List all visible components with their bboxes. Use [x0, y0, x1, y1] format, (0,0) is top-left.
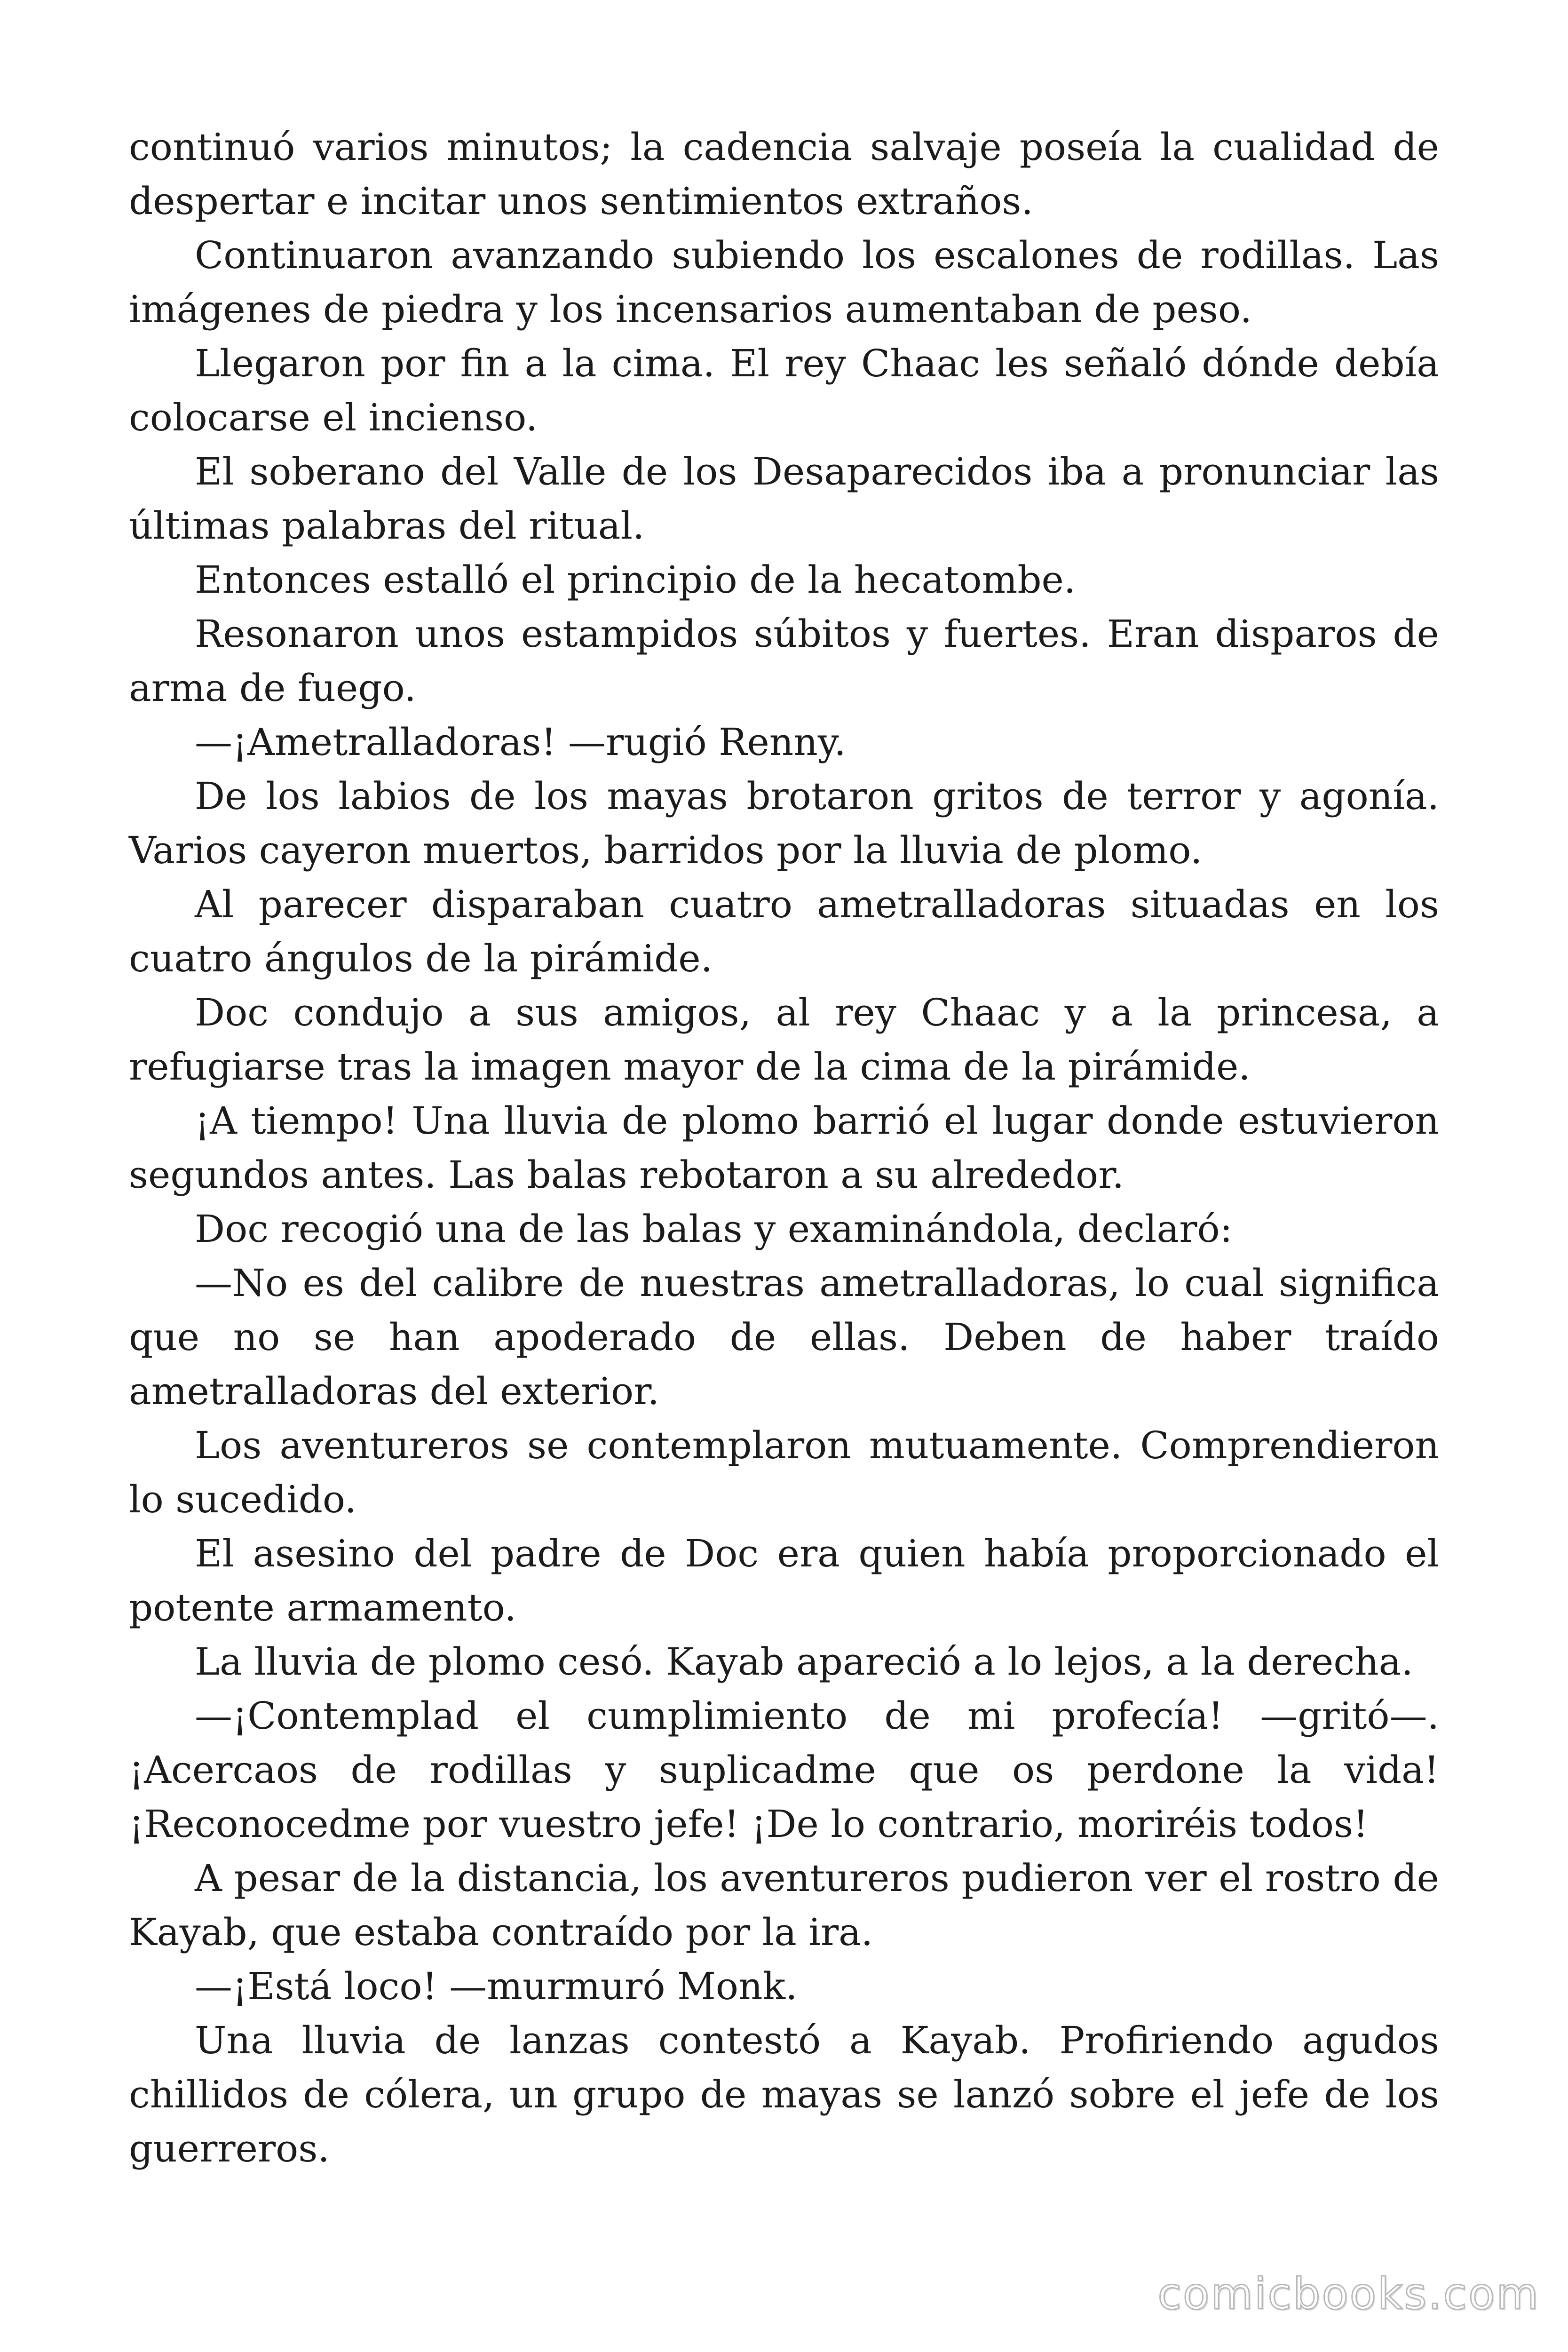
- paragraph: Doc recogió una de las balas y examinándola, declaró:: [195, 1207, 1233, 1251]
- paragraph: Al parecer disparaban cuatro ametralladoras situadas en los cuatro ángulos de la pirámide.: [129, 882, 1439, 980]
- watermark: comicbooks.com: [1157, 2269, 1540, 2319]
- paragraph: —¡Contemplad el cumplimiento de mi profecía! —gritó—. ¡Acercaos de rodillas y suplicadme que os perdone la vida! ¡Reconocedme por vuestro jefe! ¡De lo contrario, moriréis todos!: [129, 1694, 1439, 1846]
- paragraph: continuó varios minutos; la cadencia salvaje poseía la cualidad de despertar e incitar unos sentimientos extraños.: [129, 125, 1439, 223]
- paragraph: El soberano del Valle de los Desaparecidos iba a pronunciar las últimas palabras del ritual.: [129, 450, 1439, 548]
- paragraph: Resonaron unos estampidos súbitos y fuertes. Eran disparos de arma de fuego.: [129, 612, 1439, 710]
- paragraph: El asesino del padre de Doc era quien había proporcionado el potente armamento.: [129, 1532, 1439, 1629]
- paragraph: —¡Está loco! —murmuró Monk.: [195, 1964, 798, 2008]
- paragraph: ¡A tiempo! Una lluvia de plomo barrió el lugar donde estuvieron segundos antes. Las balas rebotaron a su alrededor.: [129, 1099, 1439, 1197]
- paragraph: Los aventureros se contemplaron mutuamente. Comprendieron lo sucedido.: [129, 1423, 1439, 1521]
- paragraph: Entonces estalló el principio de la hecatombe.: [195, 558, 1076, 602]
- paragraph: —¡Ametralladoras! —rugió Renny.: [195, 720, 846, 764]
- book-page-text: [129, 120, 1439, 2176]
- paragraph: —No es del calibre de nuestras ametralladoras, lo cual significa que no se han apoderado de ellas. Deben de haber traído ametralladoras del exterior.: [129, 1261, 1439, 1413]
- paragraph: Llegaron por fin a la cima. El rey Chaac les señaló dónde debía colocarse el incienso.: [129, 342, 1439, 439]
- paragraph: A pesar de la distancia, los aventureros pudieron ver el rostro de Kayab, que estaba contraído por la ira.: [129, 1856, 1439, 1954]
- paragraph: Doc condujo a sus amigos, al rey Chaac y a la princesa, a refugiarse tras la imagen mayor de la cima de la pirámide.: [129, 991, 1439, 1089]
- paragraph: La lluvia de plomo cesó. Kayab apareció a lo lejos, a la derecha.: [195, 1640, 1413, 1684]
- paragraph: De los labios de los mayas brotaron gritos de terror y agonía. Varios cayeron muertos, barridos por la lluvia de plomo.: [129, 774, 1439, 872]
- paragraph: Continuaron avanzando subiendo los escalones de rodillas. Las imágenes de piedra y los incensarios aumentaban de peso.: [129, 233, 1439, 331]
- paragraph: Una lluvia de lanzas contestó a Kayab. Profiriendo agudos chillidos de cólera, un grupo de mayas se lanzó sobre el jefe de los guerreros.: [129, 2018, 1439, 2170]
